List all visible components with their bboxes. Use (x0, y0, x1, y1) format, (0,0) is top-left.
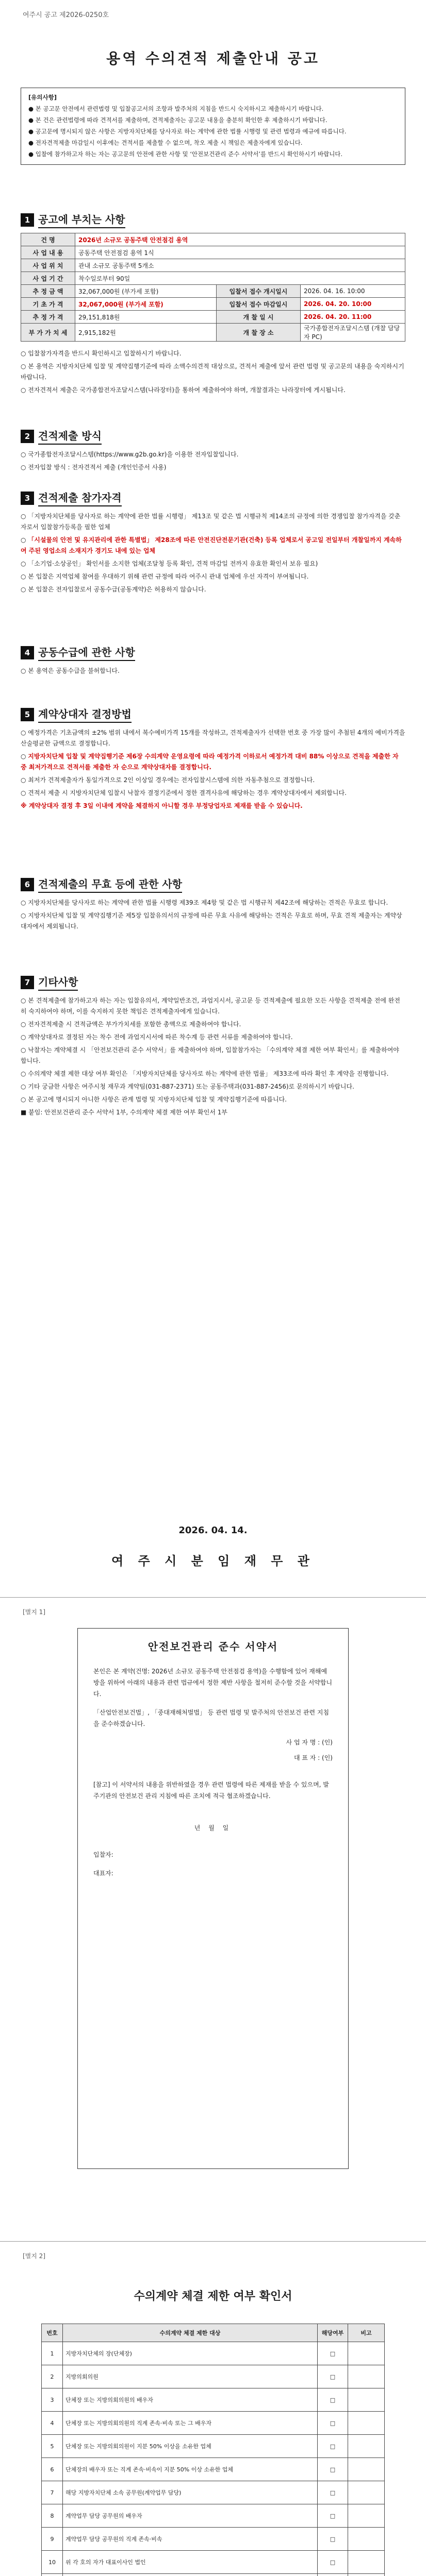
table-row (42, 2551, 385, 2574)
signature-line: 사 업 자 명 : (인) (286, 1739, 333, 1746)
table-row: 사 업 위 치 관내 소규모 공동주택 5개소 (21, 259, 405, 272)
section-1-body (21, 348, 405, 398)
section-3-heading (21, 489, 122, 506)
paragraph: ○ 전자견적제출 시 견적금액은 부가가치세를 포함한 총액으로 제출하여야 합니다. (21, 1021, 241, 1028)
paragraph: ○ 「시설물의 안전 및 유지관리에 관한 특별법」 제28조에 따른 안전진단전문기관(건축) 등록 업체로서 공고일 전일부터 개찰일까지 계속하여 주된 영업소의 소재지가 경기도 내에 있는 업체 (21, 536, 402, 554)
paragraph: ○ 지방자치단체를 당사자로 하는 계약에 관한 법률 시행령 제39조 제4항 및 같은 법 시행규칙 제42조에 해당하는 견적은 무효로 합니다. (21, 899, 388, 906)
row-number (42, 2574, 63, 2576)
section-7-body (21, 995, 405, 1120)
section-2-heading (21, 428, 102, 445)
paragraph: 본인은 본 계약(건명: 2026년 소규모 공동주택 안전점검 용역)을 수행함에 있어 재해예방을 위하여 아래의 내용과 관련 법규에서 정한 제반 사항을 철저히 준수할 것을 서약합니다. (93, 1668, 333, 1698)
row-number: 6 (42, 2458, 63, 2481)
paragraph: ○ 본 견적제출에 참가하고자 하는 자는 입찰유의서, 계약일반조건, 과업지시서, 공고문 등 견적제출에 필요한 모든 사항을 견적제출 전에 완전히 숙지하여야 하며, 이를 숙지하지 못한 책임은 견적제출자에게 있습니다. (21, 997, 400, 1015)
restriction-item: 단체장 또는 지방의회의원의 배우자 (63, 2388, 318, 2412)
applicability-checkbox[interactable]: □ (318, 2551, 348, 2574)
paragraph: ○ 전자견적서 제출은 국가종합전자조달시스템(나라장터)을 통하여 제출하여야 하며, 개찰결과는 나라장터에 게시됩니다. (21, 386, 346, 394)
section-title: 기타사항 (38, 974, 78, 991)
section-title: 견적제출의 무효 등에 관한 사항 (38, 876, 182, 893)
section-title: 공동수급에 관한 사항 (38, 644, 135, 661)
notice-item: ● 본 건은 관련법령에 따라 견적서를 제출하며, 견적제출자는 공고문 내용을 충분히 확인한 후 제출하시기 바랍니다. (28, 116, 327, 124)
remarks-cell (348, 2435, 385, 2458)
paragraph: ○ 본 입찰은 지역업체 참여를 우대하기 위해 관련 규정에 따라 여주시 관내 업체에 우선 자격이 부여됩니다. (21, 573, 309, 580)
restriction-item: 단체장 또는 지방의회의원이 지분 50% 이상을 소유한 업체 (63, 2435, 318, 2458)
remarks-cell (348, 2388, 385, 2412)
paragraph: ○ 전자입찰 방식 : 전자견적서 제출 (개인인증서 사용) (21, 464, 167, 471)
applicability-checkbox[interactable]: □ (318, 2458, 348, 2481)
attachments-note: ■ 붙임: 안전보건관리 준수 서약서 1부, 수의계약 체결 제한 여부 확인서 1부 (21, 1109, 228, 1116)
section-title: 견적제출 참가자격 (38, 489, 122, 506)
row-number: 1 (42, 2342, 63, 2365)
section-4-heading (21, 644, 135, 661)
signature-line: 대 표 자 : (인) (293, 1754, 333, 1761)
paragraph: ○ 낙찰자는 계약체결 시 「안전보건관리 준수 서약서」를 제출하여야 하며, 입찰참가자는 「수의계약 체결 제한 여부 확인서」를 제출하여야 합니다. (21, 1046, 399, 1064)
section-3-body (21, 511, 405, 597)
paragraph: ○ 「소기업·소상공인」 확인서를 소지한 업체(조달청 등록 확인, 견적 마감일 전까지 유효한 확인서 보유 필요) (21, 560, 318, 567)
warning-text: ※ 계약상대자 결정 후 3일 이내에 계약을 체결하지 아니할 경우 부정당업자로 제재를 받을 수 있습니다. (21, 802, 303, 809)
table-row: 추 정 가 격 29,151,818원 개 찰 일 시 2026. 04. 20. 11:00 (21, 311, 405, 324)
overview-table (21, 233, 405, 342)
safety-pledge-form (77, 1628, 349, 2169)
form-label: [별지 2] (23, 2252, 45, 2260)
notice-caution-title: [유의사항] (28, 94, 57, 101)
section-title: 견적제출 방식 (38, 428, 102, 445)
applicability-checkbox[interactable]: □ (318, 2365, 348, 2388)
section-number: 3 (21, 492, 34, 505)
restriction-item: 단체장 또는 지방의회의원의 직계 존속·비속 또는 그 배우자 (63, 2412, 318, 2435)
table-row: 추 정 금 액 32,067,000원 (부가세 포함) 입찰서 접수 개시일시 2026. 04. 16. 10:00 (21, 285, 405, 298)
remarks-cell (348, 2504, 385, 2528)
paragraph: 「산업안전보건법」, 「중대재해처벌법」 등 관련 법령 및 발주처의 안전보건 관련 지침을 준수하겠습니다. (93, 1709, 330, 1727)
remarks-cell (348, 2528, 385, 2551)
section-title: 계약상대자 결정방법 (38, 706, 132, 723)
table-row (42, 2528, 385, 2551)
paragraph: ○ 수의계약 체결 제한 대상 여부 확인은 「지방자치단체를 당사자로 하는 계약에 관한 법률」 제33조에 따라 확인 후 계약을 진행합니다. (21, 1070, 389, 1077)
page-title: 용역 수의견적 제출안내 공고 (106, 50, 320, 67)
paragraph: [참고] 이 서약서의 내용을 위반하였을 경우 관련 법령에 따른 제재를 받을 수 있으며, 발주기관의 안전보건 관리 지침에 따른 조치에 적극 협조하겠습니다. (93, 1781, 329, 1800)
table-row: 사 업 내 용 공동주택 안전점검 용역 1식 (21, 246, 405, 259)
section-number: 5 (21, 708, 34, 721)
notice-item: ● 전자견적제출 마감일시 이후에는 견적서를 제출할 수 없으며, 착오 제출 시 책임은 제출자에게 있습니다. (28, 139, 303, 146)
paragraph: ○ 본 용역은 공동수급을 불허합니다. (21, 667, 120, 674)
row-number: 9 (42, 2528, 63, 2551)
bidder-line: 입찰자: (93, 1851, 113, 1858)
section-2-body (21, 449, 405, 475)
paragraph: ○ 「지방자치단체를 당사자로 하는 계약에 관한 법률 시행령」 제13조 및 같은 법 시행규칙 제14조의 규정에 의한 경쟁입찰 참가자격을 갖춘 자로서 입찰참가등록을 필한 업체 (21, 513, 401, 531)
section-number: 7 (21, 976, 34, 989)
restriction-item: 위 각 호의 자가 대표이사인 법인 (63, 2551, 318, 2574)
remarks-cell (348, 2481, 385, 2504)
restriction-item (63, 2574, 318, 2576)
table-row (42, 2388, 385, 2412)
remarks-cell (348, 2574, 385, 2576)
form-title: 수의계약 체결 제한 여부 확인서 (134, 2290, 292, 2303)
restriction-check-table (41, 2324, 385, 2576)
section-number: 6 (21, 878, 34, 891)
row-number: 7 (42, 2481, 63, 2504)
paragraph: ○ 기타 궁금한 사항은 여주시청 재무과 계약팀(031-887-2371) 또는 공동주택과(031-887-2456)로 문의하시기 바랍니다. (21, 1083, 354, 1090)
section-title: 공고에 부치는 사항 (38, 211, 125, 228)
column-header: 번호 (42, 2324, 63, 2342)
paragraph: ○ 본 입찰은 전자입찰로서 공동수급(공동계약)은 허용하지 않습니다. (21, 586, 206, 593)
applicability-checkbox[interactable]: □ (318, 2342, 348, 2365)
paragraph: ○ 계약상대자로 결정된 자는 착수 전에 과업지시서에 따른 착수계 등 관련 서류를 제출하여야 합니다. (21, 1033, 293, 1041)
table-row (42, 2435, 385, 2458)
table-row (42, 2365, 385, 2388)
table-row (42, 2342, 385, 2365)
notice-item: ● 본 공고문 안전에서 관련법령 및 입찰공고서의 조항과 발주처의 지침을 반드시 숙지하시고 제출하시기 바랍니다. (28, 105, 324, 112)
restriction-item: 지방의회의원 (63, 2365, 318, 2388)
page-divider (0, 2241, 426, 2242)
form-title: 안전보건관리 준수 서약서 (148, 1640, 278, 1653)
paragraph: ○ 지방자치단체 입찰 및 계약집행기준 제6장 수의계약 운영요령에 따라 예정가격 이하로서 예정가격 대비 88% 이상으로 견적을 제출한 자 중 최저가격으로 견적서를 제출한 자 순으로 계약상대자를 결정합니다. (21, 753, 399, 771)
table-row (42, 2412, 385, 2435)
restriction-item: 계약업무 담당 공무원의 직계 존속·비속 (63, 2528, 318, 2551)
section-number: 2 (21, 430, 34, 443)
table-row (42, 2481, 385, 2504)
notice-date: 2026. 04. 14. (178, 1525, 248, 1536)
section-number: 4 (21, 646, 34, 659)
table-row (42, 2504, 385, 2528)
row-number: 8 (42, 2504, 63, 2528)
section-number: 1 (21, 213, 34, 227)
applicability-checkbox[interactable]: □ (318, 2528, 348, 2551)
column-header: 수의계약 체결 제한 대상 (63, 2324, 318, 2342)
form-date: 년 월 일 (194, 1824, 232, 1832)
restriction-item: 계약업무 담당 공무원의 배우자 (63, 2504, 318, 2528)
notice-reference-number: 여주시 공고 제2026-0250호 (23, 11, 109, 19)
remarks-cell (348, 2342, 385, 2365)
page-divider (0, 1597, 426, 1598)
section-1-heading (21, 211, 125, 228)
section-7-heading (21, 974, 78, 991)
table-row: 사 업 기 간 착수일로부터 90일 (21, 272, 405, 285)
issuer-name: 여 주 시 분 임 재 무 관 (111, 1553, 315, 1568)
row-number: 4 (42, 2412, 63, 2435)
form-label: [별지 1] (23, 1608, 45, 1616)
paragraph: ○ 예정가격은 기초금액의 ±2% 범위 내에서 복수예비가격 15개를 작성하고, 견적제출자가 선택한 번호 중 가장 많이 추첨된 4개의 예비가격을 산술평균한 금액으로 결정합니다. (21, 729, 405, 747)
row-number: 5 (42, 2435, 63, 2458)
paragraph: ○ 본 용역은 지방자치단체 입찰 및 계약집행기준에 따라 소액수의견적 대상으로, 견적서 제출에 앞서 관련 법령 및 공고문의 내용을 숙지하시기 바랍니다. (21, 363, 404, 381)
section-4-body (21, 666, 405, 679)
section-5-heading (21, 706, 132, 723)
table-row: 부 가 가 치 세 2,915,182원 개 찰 장 소 국가종합전자조달시스템 (개찰 담당자 PC) (21, 324, 405, 342)
row-number: 3 (42, 2388, 63, 2412)
paragraph: ○ 견적서 제출 시 지방자치단체 입찰시 낙찰자 결정기준에서 정한 결격사유에 해당하는 경우 계약상대자에서 제외합니다. (21, 789, 347, 796)
row-number: 10 (42, 2551, 63, 2574)
table-row: 기 초 가 격 32,067,000원 (부가세 포함) 입찰서 접수 마감일시 2026. 04. 20. 10:00 (21, 298, 405, 311)
restriction-item: 단체장의 배우자 또는 직계 존속·비속이 지분 50% 이상 소유한 업체 (63, 2458, 318, 2481)
applicability-checkbox[interactable]: □ (318, 2435, 348, 2458)
column-header: 비고 (348, 2324, 385, 2342)
remarks-cell (348, 2365, 385, 2388)
representative-line: 대표자: (93, 1870, 113, 1877)
applicability-checkbox[interactable]: □ (318, 2504, 348, 2528)
paragraph: ○ 최저가 견적제출자가 동일가격으로 2인 이상일 경우에는 전자입찰시스템에 의한 자동추첨으로 결정합니다. (21, 776, 315, 784)
paragraph: ○ 입찰참가자격을 반드시 확인하시고 입찰하시기 바랍니다. (21, 350, 182, 357)
remarks-cell (348, 2412, 385, 2435)
column-header: 해당여부 (318, 2324, 348, 2342)
paragraph: ○ 국가종합전자조달시스템(https://www.g2b.go.kr)을 이용한 전자입찰입니다. (21, 451, 239, 458)
paragraph: ○ 본 공고에 명시되지 아니한 사항은 관계 법령 및 지방자치단체 입찰 및 계약집행기준에 따릅니다. (21, 1096, 287, 1103)
section-5-body (21, 727, 405, 814)
applicability-checkbox[interactable]: □ (318, 2481, 348, 2504)
applicability-checkbox[interactable]: □ (318, 2412, 348, 2435)
notice-caution-box (21, 88, 405, 165)
notice-item: ● 공고문에 명시되지 않은 사항은 지방자치단체를 당사자로 하는 계약에 관한 법률 시행령 및 관련 법령과 예규에 따릅니다. (28, 128, 347, 135)
remarks-cell (348, 2458, 385, 2481)
table-row (42, 2458, 385, 2481)
applicability-checkbox[interactable]: □ (318, 2388, 348, 2412)
paragraph: ○ 지방자치단체 입찰 및 계약집행기준 제5장 입찰유의서의 규정에 따른 무효 사유에 해당하는 견적은 무효로 하며, 무효 견적 제출자는 계약상대자에서 제외됩니다. (21, 912, 402, 930)
restriction-item: 지방자치단체의 장(단체장) (63, 2342, 318, 2365)
row-number: 2 (42, 2365, 63, 2388)
notice-item: ● 입찰에 참가하고자 하는 자는 공고문의 안전에 관한 사항 및 ‘안전보건관리 준수 서약서’를 반드시 확인하시기 바랍니다. (28, 150, 343, 158)
table-row: 건 명 2026년 소규모 공동주택 안전점검 용역 (21, 233, 405, 246)
table-header-row (42, 2324, 385, 2342)
remarks-cell (348, 2551, 385, 2574)
section-6-body (21, 897, 405, 934)
section-6-heading (21, 876, 182, 893)
applicability-checkbox[interactable] (318, 2574, 348, 2576)
table-row (42, 2574, 385, 2576)
restriction-item: 해당 지방자치단체 소속 공무원(계약업무 담당) (63, 2481, 318, 2504)
